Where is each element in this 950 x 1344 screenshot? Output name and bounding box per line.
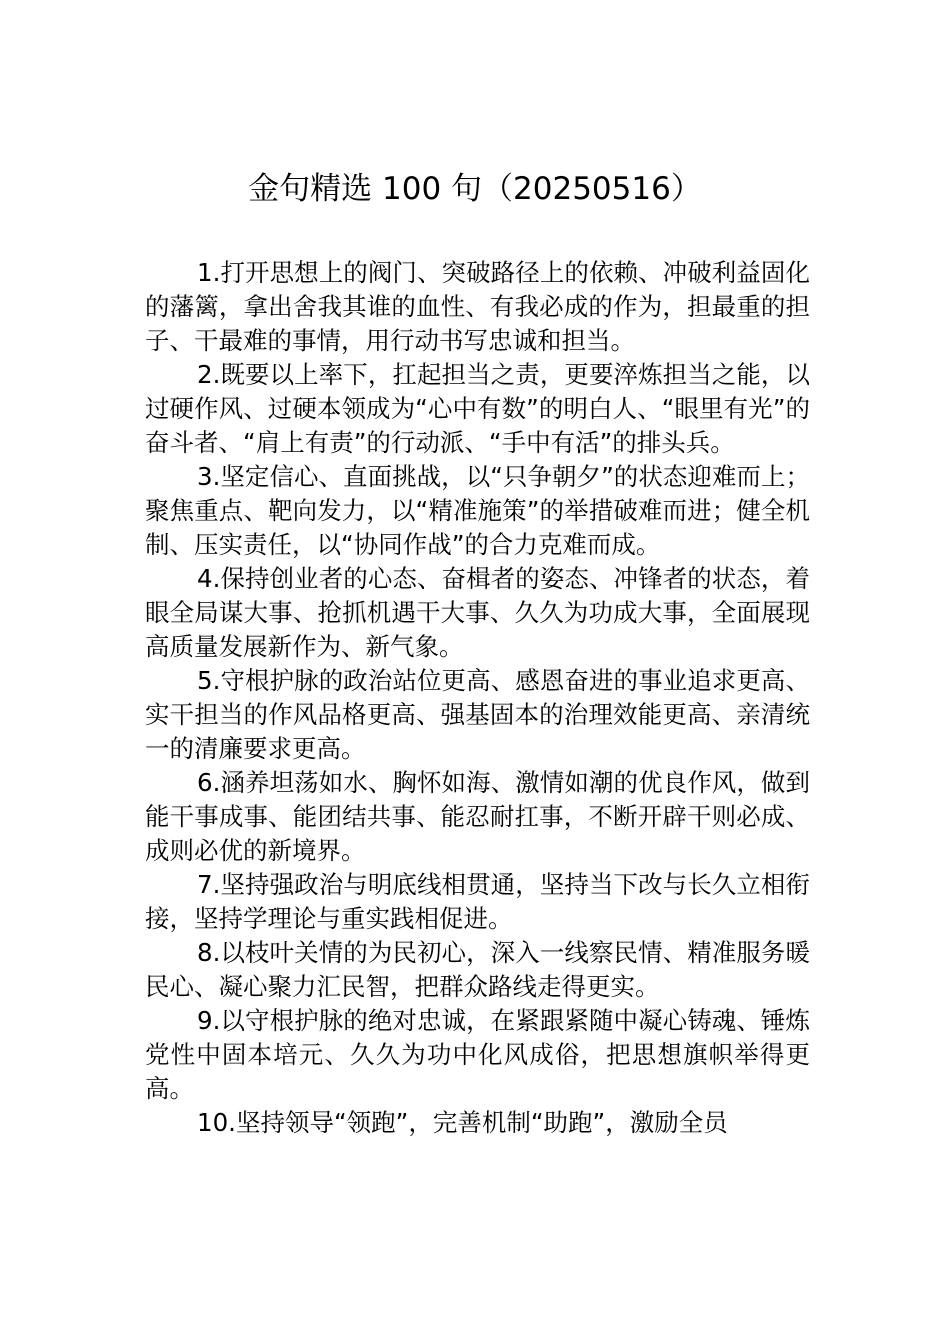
document-body bbox=[145, 256, 810, 1140]
paragraph-10: 10.坚持领导“领跑”，完善机制“助跑”，激励全员 bbox=[197, 1108, 728, 1137]
document-title: 金句精选 100 句（20250516） bbox=[248, 171, 702, 207]
paragraph-8: 8.以枝叶关情的为民初心，深入一线察民情、精准服务暖民心、凝心聚力汇民智，把群众路线走得更实。 bbox=[145, 938, 810, 1001]
paragraph-7: 7.坚持强政治与明底线相贯通，坚持当下改与长久立相衔接，坚持学理论与重实践相促进。 bbox=[145, 870, 810, 933]
paragraph-2: 2.既要以上率下，扛起担当之责，更要淬炼担当之能，以过硬作风、过硬本领成为“心中有数”的明白人、“眼里有光”的奋斗者、“肩上有责”的行动派、“手中有活”的排头兵。 bbox=[145, 360, 810, 457]
paragraph-5: 5.守根护脉的政治站位更高、感恩奋进的事业追求更高、实干担当的作风品格更高、强基固本的治理效能更高、亲清统一的清廉要求更高。 bbox=[145, 666, 810, 763]
paragraph-3: 3.坚定信心、直面挑战，以“只争朝夕”的状态迎难而上；聚焦重点、靶向发力，以“精准施策”的举措破难而进；健全机制、压实责任，以“协同作战”的合力克难而成。 bbox=[145, 462, 810, 559]
paragraph-6: 6.涵养坦荡如水、胸怀如海、激情如潮的优良作风，做到能干事成事、能团结共事、能忍耐扛事，不断开辟干则必成、成则必优的新境界。 bbox=[145, 768, 810, 865]
paragraph-1: 1.打开思想上的阀门、突破路径上的依赖、冲破利益固化的藩篱，拿出舍我其谁的血性、有我必成的作为，担最重的担子、干最难的事情，用行动书写忠诚和担当。 bbox=[145, 258, 810, 355]
paragraph-4: 4.保持创业者的心态、奋楫者的姿态、冲锋者的状态，着眼全局谋大事、抢抓机遇干大事、久久为功成大事，全面展现高质量发展新作为、新气象。 bbox=[145, 564, 810, 661]
paragraph-9: 9.以守根护脉的绝对忠诚，在紧跟紧随中凝心铸魂、锤炼党性中固本培元、久久为功中化风成俗，把思想旗帜举得更高。 bbox=[145, 1006, 810, 1103]
